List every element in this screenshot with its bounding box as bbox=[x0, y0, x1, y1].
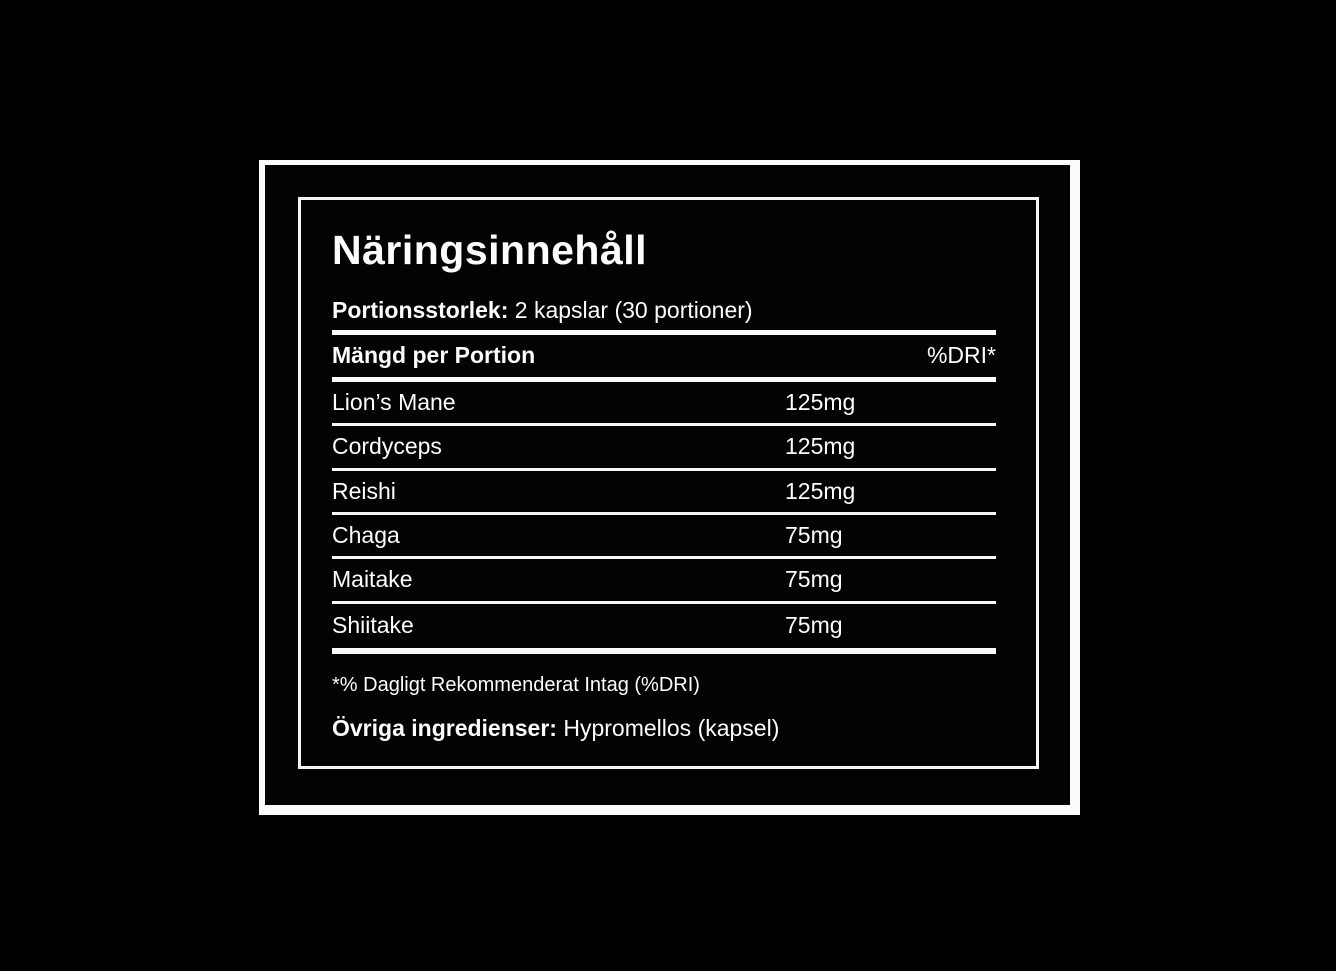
ingredient-name: Shiitake bbox=[332, 612, 414, 639]
ingredient-amount: 75mg bbox=[785, 612, 843, 639]
ingredient-name: Maitake bbox=[332, 566, 413, 593]
ingredient-name: Reishi bbox=[332, 477, 396, 504]
ingredient-name: Cordyceps bbox=[332, 433, 442, 460]
ingredient-amount: 75mg bbox=[785, 566, 843, 593]
label-title: Näringsinnehåll bbox=[332, 227, 648, 273]
other-ingredients-line bbox=[332, 714, 779, 742]
serving-size-value: 2 kapslar (30 portioner) bbox=[508, 297, 753, 323]
label-inner-border bbox=[298, 197, 1039, 769]
table-header-row bbox=[332, 341, 996, 369]
ingredient-name: Chaga bbox=[332, 522, 400, 549]
serving-size-line bbox=[332, 296, 753, 324]
label-frame bbox=[259, 160, 1080, 815]
other-ingredients-value: Hypromellos (kapsel) bbox=[556, 715, 780, 741]
amount-per-serving-header: Mängd per Portion bbox=[332, 342, 536, 368]
ingredient-amount: 75mg bbox=[785, 522, 843, 549]
ingredient-amount: 125mg bbox=[785, 389, 856, 416]
ingredient-name: Lion’s Mane bbox=[332, 389, 456, 416]
label-content bbox=[332, 200, 996, 766]
divider-serving bbox=[332, 330, 996, 335]
table-row bbox=[332, 559, 996, 603]
table-row bbox=[332, 471, 996, 515]
ingredient-rows bbox=[332, 382, 996, 648]
dri-footnote: *% Dagligt Rekommenderat Intag (%DRI) bbox=[332, 674, 700, 696]
table-row bbox=[332, 604, 996, 648]
serving-size-label: Portionsstorlek: bbox=[332, 297, 509, 323]
table-row bbox=[332, 515, 996, 559]
ingredient-amount: 125mg bbox=[785, 433, 856, 460]
divider-table-bottom bbox=[332, 648, 996, 654]
other-ingredients-label: Övriga ingredienser: bbox=[332, 715, 557, 741]
table-row bbox=[332, 426, 996, 470]
ingredient-amount: 125mg bbox=[785, 477, 856, 504]
table-row bbox=[332, 382, 996, 426]
dri-header: %DRI* bbox=[926, 342, 996, 368]
